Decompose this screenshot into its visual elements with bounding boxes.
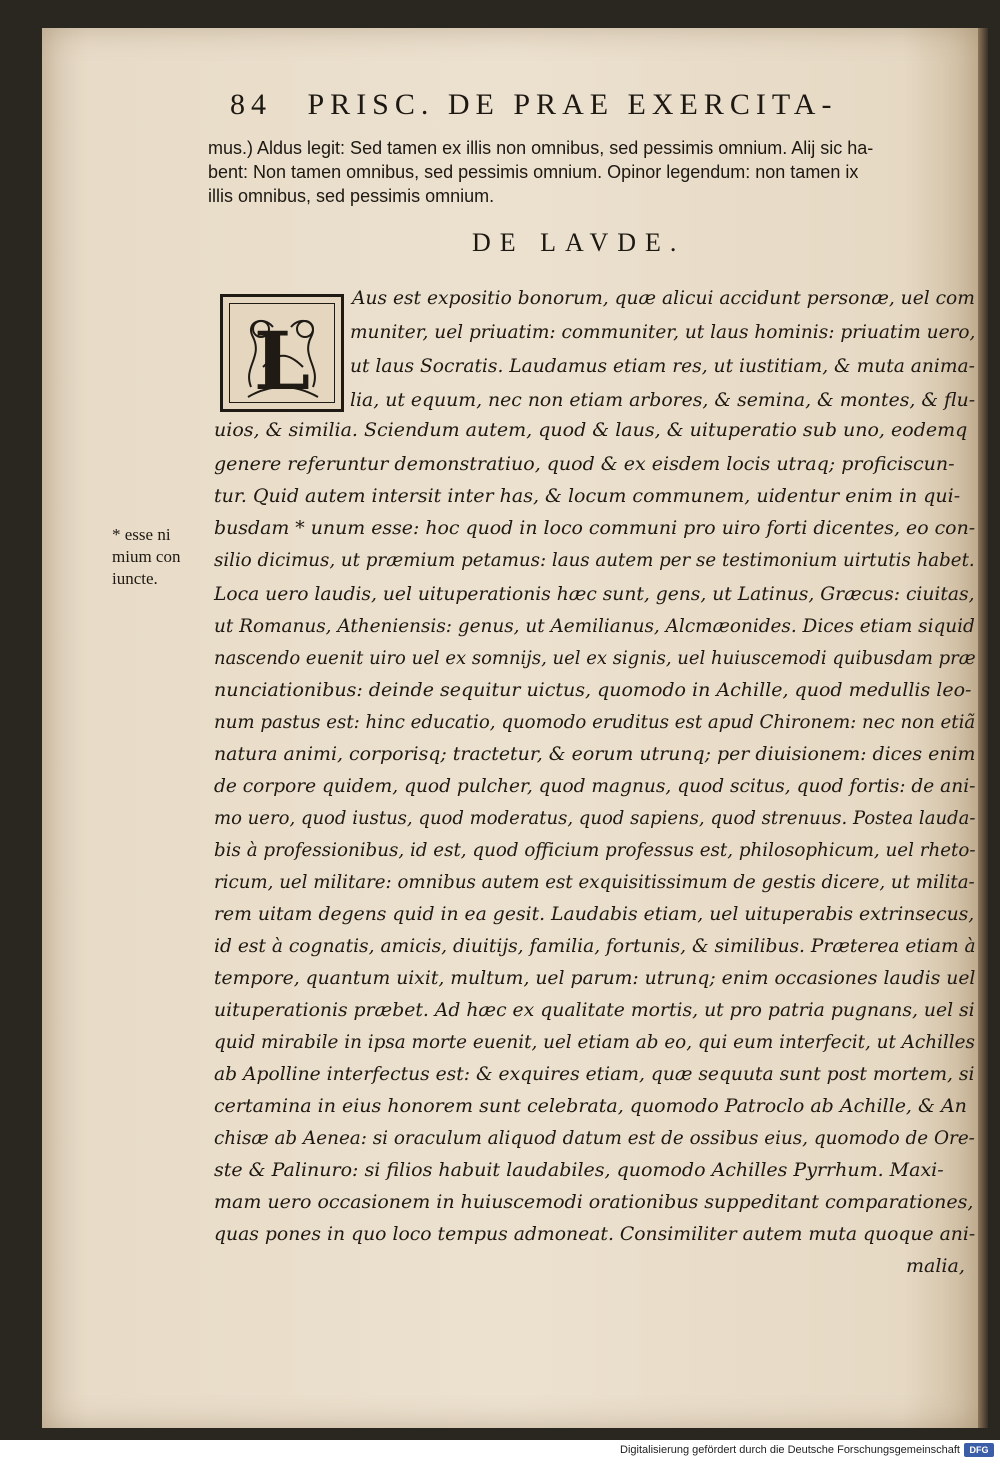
body-line: nascendo euenit uiro uel ex somnijs, uel ex signis, uel huiuscemodi quibusdam præ bbox=[214, 647, 976, 669]
floral-ornament-icon bbox=[223, 297, 341, 409]
running-title: PRISC. DE PRAE EXERCITA- bbox=[307, 88, 838, 121]
body-line: uios, & similia. Sciendum autem, quod & laus, & uituperatio sub uno, eodemq bbox=[214, 419, 968, 441]
page-header bbox=[230, 88, 950, 128]
body-line: rem uitam degens quid in ea gesit. Laudabis etiam, uel uituperabis extrinsecus, bbox=[214, 903, 975, 925]
catchword: malia, bbox=[906, 1255, 965, 1277]
body-line: ut Romanus, Atheniensis: genus, ut Aemilianus, Alcmæonides. Dices etiam siquid bbox=[214, 615, 975, 637]
body-line: nunciationibus: deinde sequitur uictus, quomodo in Achille, quod medullis leo- bbox=[214, 679, 972, 701]
body-line: bis à professionibus, id est, quod officium professus est, philosophicum, uel rheto- bbox=[214, 839, 976, 861]
commentary-line: mus.) Aldus legit: Sed tamen ex illis non omnibus, sed pessimis omnium. Alij sic ha- bbox=[208, 138, 874, 158]
margin-note-line: iuncte. bbox=[112, 569, 158, 588]
body-line: mam uero occasionem in huiuscemodi orationibus suppeditant comparationes, bbox=[214, 1191, 974, 1213]
body-line: ab Apolline interfectus est: & exquires etiam, quæ sequuta sunt post mortem, si bbox=[214, 1063, 975, 1085]
body-line: silio dicimus, ut præmium petamus: laus autem per se testimonium uirtutis habet. bbox=[214, 549, 975, 571]
body-line: uituperationis præbet. Ad hæc ex qualitate mortis, ut pro patria pugnans, uel si bbox=[214, 999, 975, 1021]
body-line: quas pones in quo loco tempus admoneat. Consimiliter autem muta quoque ani- bbox=[214, 1223, 976, 1245]
commentary-line: bent: Non tamen omnibus, sed pessimis omnium. Opinor legendum: non tamen ix bbox=[208, 162, 859, 182]
body-line: ste & Palinuro: si filios habuit laudabiles, quomodo Achilles Pyrrhum. Maxi- bbox=[214, 1159, 944, 1181]
body-line: mo uero, quod iustus, quod moderatus, quod sapiens, quod strenuus. Postea lauda- bbox=[214, 807, 976, 829]
body-line: de corpore quidem, quod pulcher, quod magnus, quod scitus, quod fortis: de ani- bbox=[214, 775, 976, 797]
body-line: tur. Quid autem intersit inter has, & locum communem, uidentur enim in qui- bbox=[214, 485, 961, 507]
body-line: id est à cognatis, amicis, diuitijs, familia, fortunis, & similibus. Præterea etiam à bbox=[214, 935, 976, 957]
body-line: muniter, uel priuatim: communiter, ut laus hominis: priuatim uero, bbox=[350, 321, 976, 343]
body-line: ricum, uel militare: omnibus autem est exquisitissimum de gestis dicere, ut milita- bbox=[214, 871, 975, 893]
decorated-initial bbox=[220, 294, 344, 412]
body-line: tempore, quantum uixit, multum, uel parum: utrunq; enim occasiones laudis uel bbox=[214, 967, 976, 989]
body-line: Aus est expositio bonorum, quæ alicui accidunt personæ, uel com bbox=[352, 287, 975, 309]
body-line: chisæ ab Aenea: si oraculum aliquod datum est de ossibus eius, quomodo de Ore- bbox=[214, 1127, 975, 1149]
body-line: quid mirabile in ipsa morte euenit, uel etiam ab eo, qui eum interfecit, ut Achilles bbox=[214, 1031, 975, 1053]
body-line: busdam * unum esse: hoc quod in loco communi pro uiro forti dicentes, eo con- bbox=[214, 517, 976, 539]
initial-letter: L bbox=[253, 314, 311, 408]
margin-note bbox=[112, 524, 208, 590]
body-line: Loca uero laudis, uel uituperationis hæc sunt, gens, ut Latinus, Græcus: ciuitas, bbox=[214, 583, 975, 605]
commentary-line: illis omnibus, sed pessimis omnium. bbox=[208, 186, 495, 206]
body-line: num pastus est: hinc educatio, quomodo eruditus est apud Chironem: nec non etiã bbox=[214, 711, 976, 733]
section-title: DE LAVDE. bbox=[472, 228, 686, 257]
body-line: lia, ut equum, nec non etiam arbores, & semina, & montes, & flu- bbox=[350, 389, 976, 411]
body-line: natura animi, corporisq; tractetur, & eorum utrunq; per diuisionem: dices enim bbox=[214, 743, 976, 765]
margin-note-line: mium con bbox=[112, 547, 181, 566]
page-number: 84 bbox=[230, 88, 272, 121]
body-line: genere referuntur demonstratiuo, quod & ex eisdem locis utraq; proficiscun- bbox=[214, 453, 955, 475]
footer-credit: Digitalisierung gefördert durch die Deutsche Forschungsgemeinschaft bbox=[620, 1444, 960, 1456]
margin-note-line: * esse ni bbox=[112, 525, 171, 544]
page-edge bbox=[978, 28, 988, 1428]
body-line: certamina in eius honorem sunt celebrata, quomodo Patroclo ab Achille, & An bbox=[214, 1095, 967, 1117]
dfg-logo: DFG bbox=[964, 1443, 994, 1457]
body-line: ut laus Socratis. Laudamus etiam res, ut iustitiam, & muta anima- bbox=[350, 355, 975, 377]
